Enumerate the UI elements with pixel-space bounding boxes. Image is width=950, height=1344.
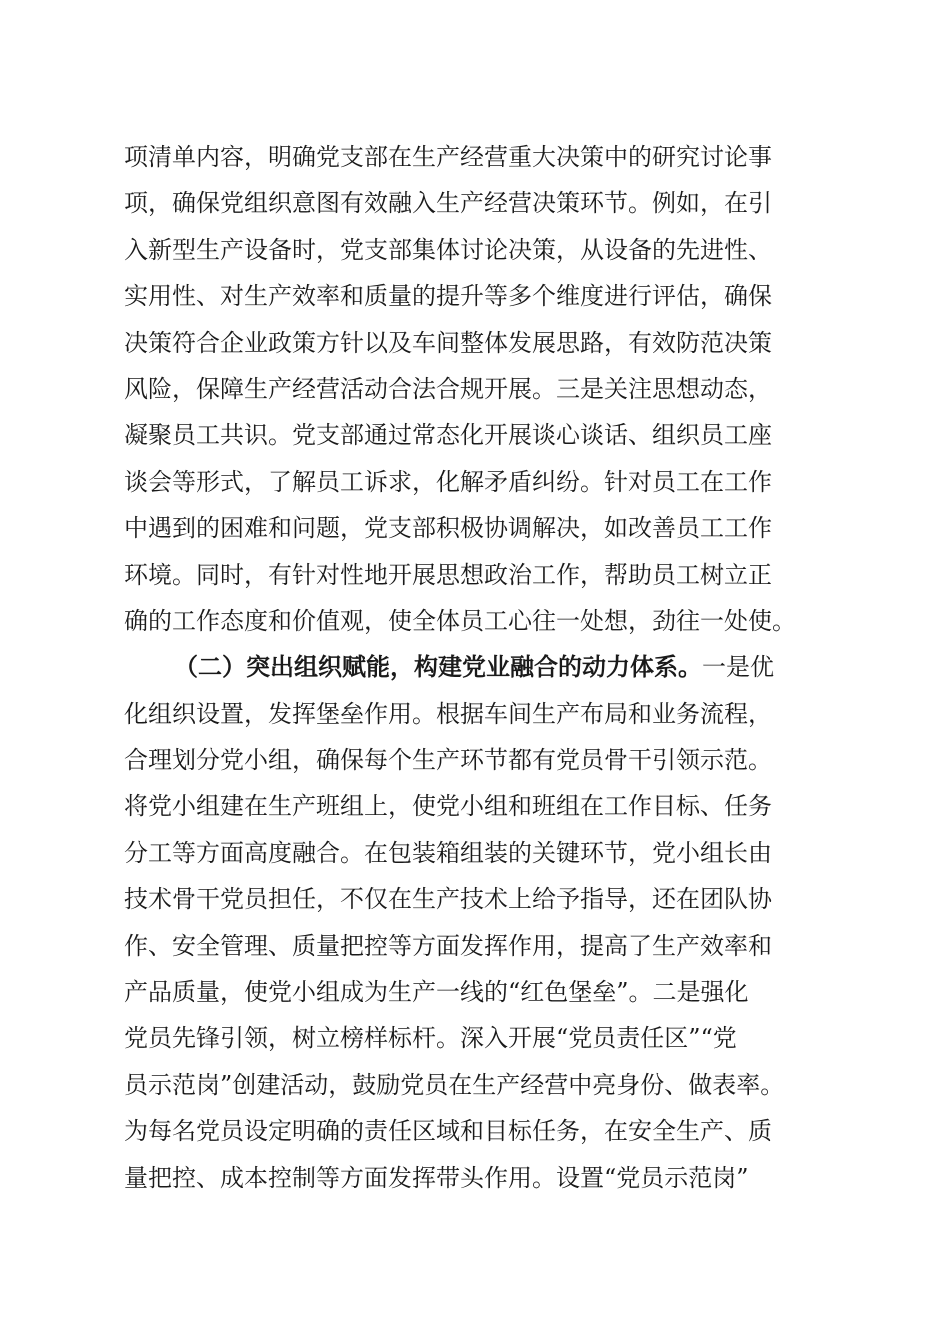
text-line: 谈会等形式，了解员工诉求，化解矛盾纠纷。针对员工在工作 (124, 467, 772, 496)
section-heading-line (124, 644, 844, 690)
text-line: 风险，保障生产经营活动合法合规开展。三是关注思想动态， (124, 374, 772, 403)
text-line: 技术骨干党员担任，不仅在生产技术上给予指导，还在团队协 (124, 885, 772, 914)
text-line: 党员先锋引领，树立榜样标杆。深入开展“党员责任区”“党 (124, 1024, 737, 1053)
section-heading: （二）突出组织赋能，构建党业融合的动力体系。 (174, 652, 702, 682)
text-line: 决策符合企业政策方针以及车间整体发展思路，有效防范决策 (124, 328, 772, 357)
text-line: 项，确保党组织意图有效融入生产经营决策环节。例如，在引 (124, 189, 772, 218)
section-heading-continuation: 一是优 (702, 653, 774, 682)
text-line: 量把控、成本控制等方面发挥带头作用。设置“党员示范岗” (124, 1163, 749, 1192)
text-line: 为每名党员设定明确的责任区域和目标任务，在安全生产、质 (124, 1117, 772, 1146)
text-line: 入新型生产设备时，党支部集体讨论决策，从设备的先进性、 (124, 235, 772, 264)
text-line: 中遇到的困难和问题，党支部积极协调解决，如改善员工工作 (124, 514, 772, 543)
body-text (124, 134, 844, 1201)
text-line: 实用性、对生产效率和质量的提升等多个维度进行评估，确保 (124, 282, 772, 311)
text-line: 化组织设置，发挥堡垒作用。根据车间生产布局和业务流程， (124, 699, 772, 728)
text-line: 凝聚员工共识。党支部通过常态化开展谈心谈话、组织员工座 (124, 421, 772, 450)
text-line: 确的工作态度和价值观，使全体员工心往一处想，劲往一处使。 (124, 606, 796, 635)
text-line: 合理划分党小组，确保每个生产环节都有党员骨干引领示范。 (124, 746, 772, 775)
text-line: 产品质量，使党小组成为生产一线的“红色堡垒”。二是强化 (124, 978, 749, 1007)
text-line: 将党小组建在生产班组上，使党小组和班组在工作目标、任务 (124, 792, 772, 821)
text-line: 作、安全管理、质量把控等方面发挥作用，提高了生产效率和 (124, 931, 772, 960)
text-line: 项清单内容，明确党支部在生产经营重大决策中的研究讨论事 (124, 143, 772, 171)
text-line: 环境。同时，有针对性地开展思想政治工作，帮助员工树立正 (124, 560, 772, 589)
text-line: 分工等方面高度融合。在包装箱组装的关键环节，党小组长由 (124, 838, 772, 867)
text-line: 员示范岗”创建活动，鼓励党员在生产经营中亮身份、做表率。 (124, 1070, 785, 1099)
